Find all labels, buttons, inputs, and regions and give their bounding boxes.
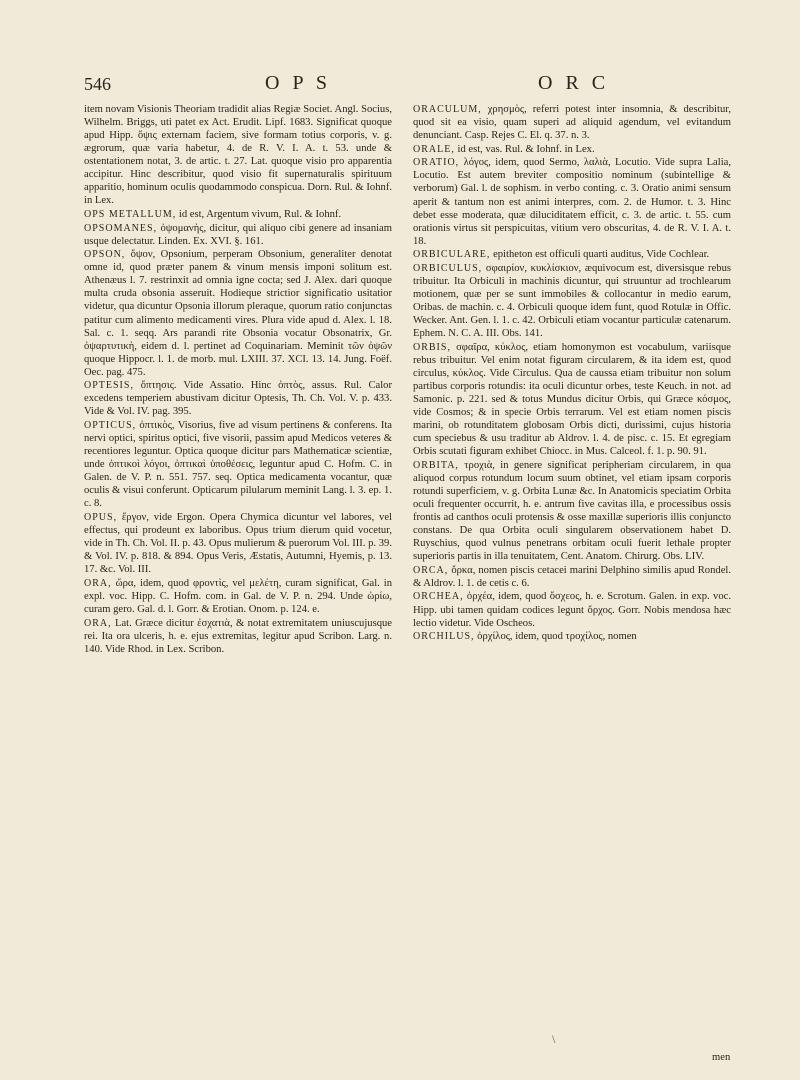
entry-text: ὀρχέα, idem, quod ὄσχεος, h. e. Scrotum. Galen. in exp. voc. Hipp. ubi tamen quidam codices legunt ὄρχος. Gorr. Nobis mendosa hæc lectio videtur. Vide Oscheos.	[413, 591, 731, 629]
entry-headword: ORALE,	[413, 143, 455, 155]
entry-headword: ORBICULARE,	[413, 249, 491, 261]
entry-text: ὀρχίλος, idem, quod τροχίλος, nomen	[477, 631, 637, 643]
print-mark: \	[552, 1032, 556, 1046]
dictionary-entry	[413, 143, 731, 156]
entry-headword: ORBIS,	[413, 341, 451, 353]
entry-text: ὄπτησις. Vide Assatio. Hinc ὀπτὸς, assus. Rul. Calor excedens temperiem abustivam dicitur Optesis, Th. Ch. Vol. V. p. 433. Vide & Vol. IV. pag. 395.	[84, 380, 392, 418]
entry-text: ὀπτικὸς, Visorius, five ad visum pertinens & conferens. Ita nervi optici, spiritus optici, five visorii, passim apud Medicos veteres & recentiores leguntur. Optica quoque dicitur pars Mathematicæ scientiæ, unde ὀπτικοὶ λόγοι, ὀπτικαὶ ὑποθέσεις, leguntur apud C. Hofm. C. in Galen. de V. P. n. 551. 757. seq. Optica medicamenta vocantur, quæ oculis & visui conferunt. Opticarum pilularum meminit Lang. l. 3. ep. 1. c. 8.	[84, 420, 392, 510]
dictionary-entry	[413, 459, 731, 563]
entry-headword: ORBITA,	[413, 459, 459, 471]
page-number: 546	[84, 74, 111, 94]
dictionary-entry	[413, 248, 731, 261]
entry-headword: OPTESIS,	[84, 380, 134, 392]
entry-text: τροχιὰ, in genere significat peripheriam circularem, in qua aliquod corpus rotundum locum suum obtinet, vel etiam ipsam corporis rotundi superficiem, v. g. Orbita Lunæ &c. In Anatomicis speciatim Orbita oculi frequenter occurrit, h. e. antrum five cavitas illa, e processibus ossis frontis ad canthos oculi protensis & osse maxillæ superioris illis conjuncto constans. De qua Orbita oculi singularem observationem habet D. Ruyschius, quod vulnus penetrans orbitam oculi fuerit lethale propter superioris partis in illa tenuitatem, Cent. Anatom. Chirurg. Obs. LIV.	[413, 459, 731, 563]
dictionary-entry	[413, 156, 731, 247]
entry-headword: ORCHILUS,	[413, 631, 475, 643]
running-head-left: O P S	[265, 72, 331, 94]
entry-text: λόγος, idem, quod Sermo, λαλιὰ, Locutio. Vide supra Lalia, Locutio. Est autem breviter compositio nominum (subintellige & verborum) Gal. l. de sophism. in verbo conting. c. 3. Oratio animi sensum aperit & tantum non est animi interpres, com. 2. de Humor. t. 3. Hinc debet esse moderata, quæ diluciditatem efficit, c. 3. de artic. t. 55. cum orationis virtus sit perspicuitas, vitium vero obscuritas, 4. de R. V. I. A. t. 18.	[413, 157, 731, 247]
entry-headword: OPUS,	[84, 512, 118, 524]
dictionary-entry	[84, 379, 392, 418]
entry-text: χρησμὸς, referri potest inter insomnia, & describitur, quod sit ea visio, quam superi ad aliquid agendum, vel evitandum denunciant. Casp. Rejes C. El. q. 37. n. 3.	[413, 104, 731, 142]
entry-text: epitheton est officuli quarti auditus, Vide Cochlear.	[493, 249, 710, 261]
dictionary-entry	[84, 511, 392, 576]
dictionary-entry	[84, 103, 392, 207]
entry-text: ὤρα, idem, quod φροντὶς, vel μελέτη, curam significat, Gal. in expl. voc. Hipp. C. Hofm. com. in Gal. de V. P. n. 294. Unde ὠρίω, curam gero. Gal. d. l. Gorr. & Erotian. Onom. p. 124. e.	[84, 577, 392, 615]
entry-headword: ORBICULUS,	[413, 262, 483, 274]
entry-headword: OPTICUS,	[84, 420, 137, 432]
entry-headword: ORACULUM,	[413, 104, 482, 115]
entry-headword: OPSOMANES,	[84, 222, 158, 234]
entry-text: ὄψον, Opsonium, perperam Obsonium, generaliter denotat omne id, quod præter panem & vinum mensis imponi solitum est. Athenæus l. 7. restrinxit ad omnia igne cocta; sed J. Alex. dari quoque multa cruda obsonia asseruit. Hodieque strictior significatio usitatior videtur, qua dicuntur Opsonia illorum pleraque, quorum ratio conjunctas patitur cum alimento medicamenti vires. Plura vide apud d. Alex. l. 18. Sal. c. 1. seqq. Ars parandi rite Obsonia vocatur Obsonatrix, Gr. ὀψαρτυτικὴ, eidem d. l. pertinet ad Coquinariam. Meminit τῶν ὀψῶν quoque Hippocr. l. 1. de morb. mul. LXIII. 37. XCI. 13. 14. Jung. Foëf. Oec. pag. 475.	[84, 249, 392, 378]
dictionary-entry	[413, 590, 731, 629]
entry-text: ἔργον, vide Ergon. Opera Chymica dicuntur vel labores, vel effectus, qui prodeunt ex laboribus. Opus trium dierum quid vocetur, vide in Th. Ch. Vol. II. p. 43. Opus mulierum & puerorum Vol. III. p. 39. & Vol. IV. p. 818. & 894. Opus Veris, Æstatis, Autumni, Hyemis, p. 13. 17. &c. Vol. III.	[84, 512, 393, 576]
dictionary-entry	[84, 577, 392, 616]
dictionary-entry	[413, 630, 731, 643]
entry-headword: ORA,	[84, 617, 112, 629]
entry-text: id est, vas. Rul. & Iohnf. in Lex.	[457, 143, 595, 155]
entry-text: ὀψομανὴς, dicitur, qui aliquo cibi genere ad insaniam usque delectatur. Linden. Ex. XVI. §. 161.	[84, 222, 393, 247]
catchword: men	[712, 1052, 731, 1063]
entry-text: σφαῖρα, κύκλος, etiam homonymon est vocabulum, variisque rebus tribuitur. Vel enim notat figuram circularem, & ita idem est, quod circulus, κύκλος. Vide Circulus. Qua de caussa etiam tribuitur non solum partibus corporis rotundis: ita oculi dicuntur orbes, teste Keuch. in not. ad Samonic. p. 221. sed & totus Mundus dicitur Orbis, qui Græce κόσμος, vide Cosmos; & in specie Orbis terrarum. Vel est etiam nomen piscis marini, ob rotunditatem globosam Orbis dicti, durissimi, cujus historia cum speciebus & usu traditur ab Aldrov. l. 4. de pisc. c. 15. Et egregiam Orbis scutati figuram exhibet Chiocc. in Mus. Calceol. f. 1. p. 90. 91.	[413, 341, 731, 458]
dictionary-entry	[413, 262, 731, 340]
entry-headword: OPS METALLUM,	[84, 208, 177, 220]
entry-text: Lat. Græce dicitur ἐσχατιὰ, & notat extremitatem uniuscujusque rei. Ita ora ulceris, h. e. ejus extremitas, legitur apud Scribon. Larg. n. 140. Vide Rhod. in Lex. Scribon.	[84, 617, 393, 655]
entry-headword: ORCA,	[413, 564, 449, 576]
left-column	[84, 103, 392, 656]
entry-text: item novam Visionis Theoriam tradidit alias Regiæ Societ. Angl. Socius, Wilhelm. Briggs, uti patet ex Act. Erudit. Lipf. 1683. Significat quoque apud Hipp. ὄψις externam faciem, sive formam totius corporis, v. g. ægrorum, quæ varia habetur, 4. de R. V. I. A. t. 53. unde & ostentationem notat, 3. de artic. t. 27. Lat. quoque visio pro apparentia accipitur. Hinc describitur, quod visio fit supernaturalis spirituum apparitio, hominum oculis quodammodo conspicua. Dorn. Rul. & Iohnf. in Lex.	[84, 104, 392, 207]
entry-headword: OPSON,	[84, 249, 126, 261]
entry-text: ὄρκα, nomen piscis cetacei marini Delphino similis apud Rondel. & Aldrov. l. 1. de cetis c. 6.	[413, 564, 731, 589]
dictionary-entry	[84, 248, 392, 378]
entry-headword: ORA,	[84, 577, 112, 589]
entry-headword: ORATIO,	[413, 157, 460, 169]
dictionary-entry	[84, 222, 392, 248]
dictionary-entry	[84, 617, 392, 656]
entry-headword: ORCHEA,	[413, 591, 464, 603]
right-column	[413, 103, 731, 644]
entry-text: σφαιρίον, κυκλίσκιον, æquivocum est, diversisque rebus tribuitur. Ita Orbiculi in machinis dicuntur, qui struuntur ad trochlearum motionem, quæ per se sunt immobiles & collocantur in medio earum, Oribas. de machin. c. 4. Orbiculi quoque idem funt, quod Rotulæ in Offic. Wecker. Ant. Gen. l. 1. c. 42. Orbiculi etiam vocantur particulæ catenarum. Ephem. N. C. A. III. Obs. 141.	[413, 262, 731, 340]
running-head-right: O R C	[538, 72, 610, 94]
entry-text: id est, Argentum vivum, Rul. & Iohnf.	[178, 208, 342, 220]
dictionary-entry	[84, 419, 392, 510]
dictionary-entry	[413, 564, 731, 590]
dictionary-entry	[413, 103, 731, 142]
dictionary-entry	[84, 208, 392, 221]
dictionary-entry	[413, 341, 731, 458]
